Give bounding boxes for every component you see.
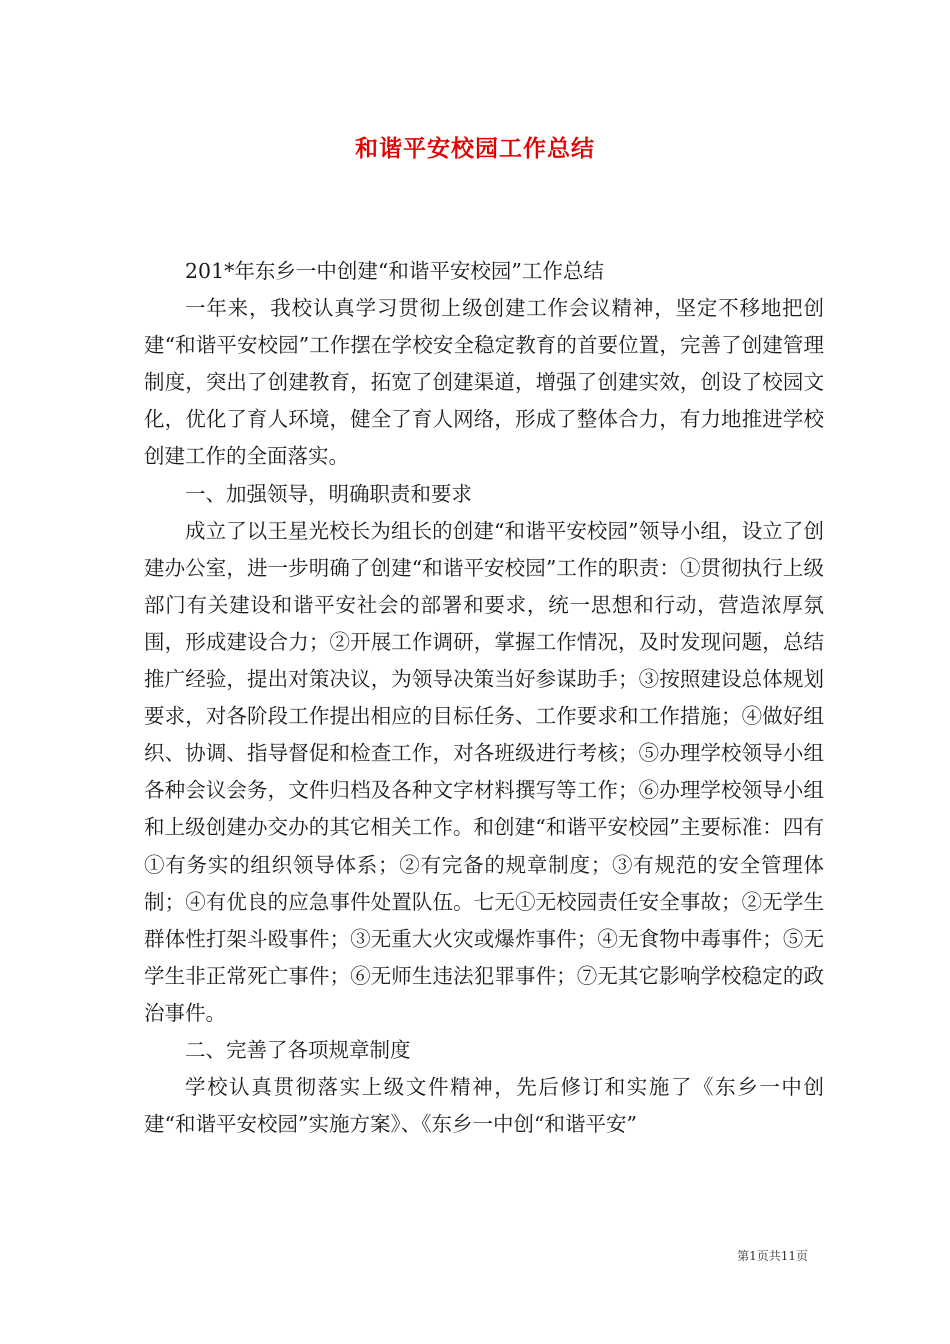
paragraph-intro: 一年来，我校认真学习贯彻上级创建工作会议精神，坚定不移地把创建“和谐平安校园”工作摆在学校安全稳定教育的首要位置，完善了创建管理制度，突出了创建教育，拓宽了创建渠道，增强了创建实效，创设了校园文化，优化了育人环境，健全了育人网络，形成了整体合力，有力地推进学校创建工作的全面落实。 bbox=[144, 296, 824, 469]
paragraph-section-2: 学校认真贯彻落实上级文件精神，先后修订和实施了《东乡一中创建“和谐平安校园”实施方案》、《东乡一中创“和谐平安” bbox=[144, 1075, 824, 1137]
section-heading-2: 二、完善了各项规章制度 bbox=[185, 1037, 411, 1062]
page-number: 第1页共11页 bbox=[737, 1249, 808, 1263]
document-title: 和谐平安校园工作总结 bbox=[355, 135, 595, 162]
paragraph-section-1: 成立了以王星光校长为组长的创建“和谐平安校园”领导小组，设立了创建办公室，进一步明确了创建“和谐平安校园”工作的职责：①贯彻执行上级部门有关建设和谐平安社会的部署和要求，统一思想和行动，营造浓厚氛围，形成建设合力；②开展工作调研，掌握工作情况，及时发现问题，总结推广经验，提出对策决议，为领导决策当好参谋助手；③按照建设总体规划要求，对各阶段工作提出相应的目标任务、工作要求和工作措施；④做好组织、协调、指导督促和检查工作，对各班级进行考核；⑤办理学校领导小组各种会议会务，文件归档及各种文字材料撰写等工作；⑥办理学校领导小组和上级创建办交办的其它相关工作。和创建“和谐平安校园”主要标准：四有①有务实的组织领导体系；②有完备的规章制度；③有规范的安全管理体制；④有优良的应急事件处置队伍。七无①无校园责任安全事故；②无学生群体性打架斗殴事件；③无重大火灾或爆炸事件；④无食物中毒事件；⑤无学生非正常死亡事件；⑥无师生违法犯罪事件；⑦无其它影响学校稳定的政治事件。 bbox=[144, 518, 824, 1025]
document-body bbox=[144, 253, 824, 1143]
section-heading-1: 一、加强领导，明确职责和要求 bbox=[185, 481, 472, 506]
paragraph-subtitle: 201*年东乡一中创建“和谐平安校园”工作总结 bbox=[185, 259, 604, 283]
